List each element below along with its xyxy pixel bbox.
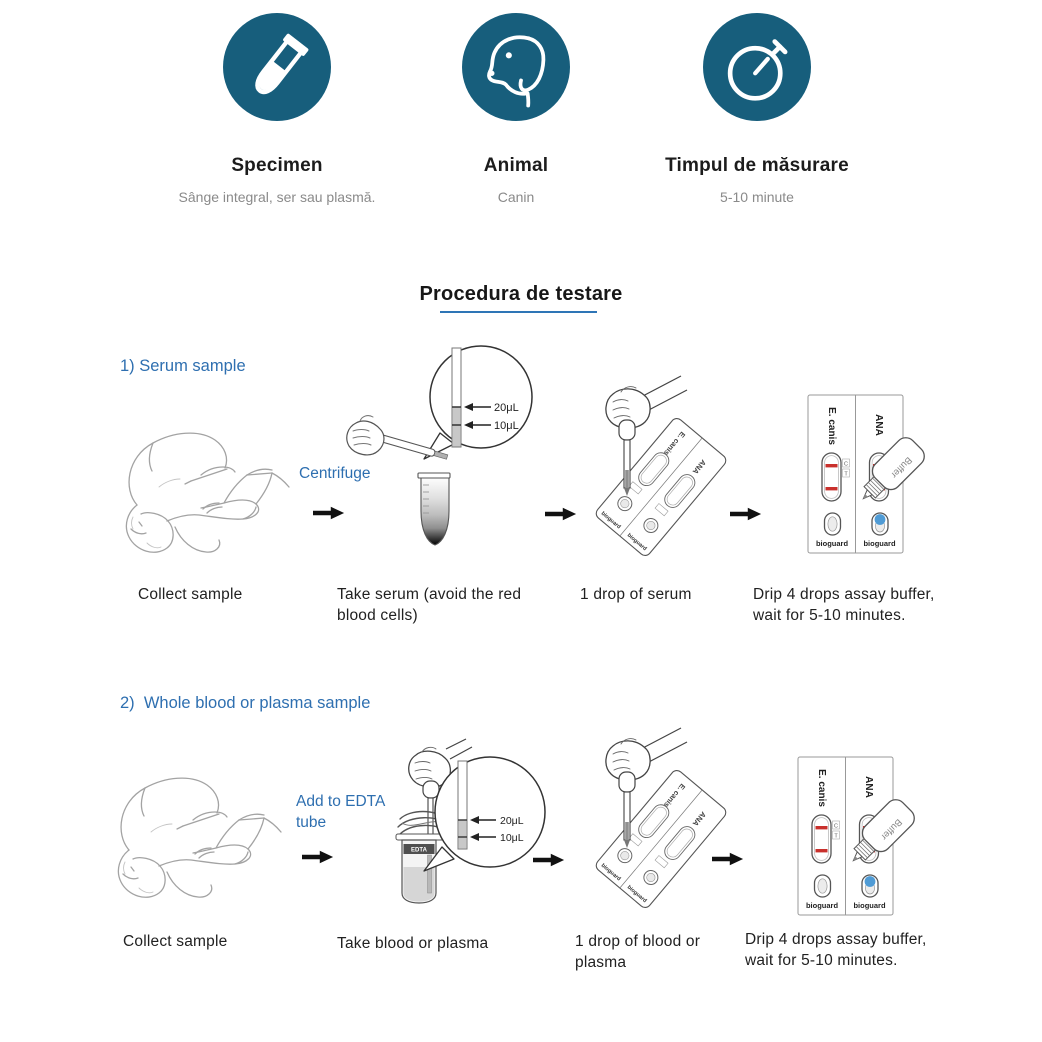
step-caption: Drip 4 drops assay buffer, wait for 5-10 minutes. <box>745 931 927 970</box>
step-arrow <box>533 852 565 868</box>
drop-serum-illustration <box>575 360 735 575</box>
feature-title: Timpul de măsurare <box>665 155 849 176</box>
feature-title: Animal <box>483 155 549 176</box>
title-underline <box>440 311 597 313</box>
feature-title: Specimen <box>231 155 323 176</box>
step-caption: Take serum (avoid the red blood cells) <box>337 586 522 625</box>
feature-subtitle: 5-10 minute <box>720 189 794 205</box>
drop-blood-illustration <box>575 712 735 927</box>
buffer-result-illustration <box>790 747 925 922</box>
take-blood-illustration <box>390 735 590 915</box>
procedure-title: Procedura de testare <box>419 283 623 305</box>
section-2-label: 2) Whole blood or plasma sample <box>120 694 371 712</box>
collect-sample-illustration <box>103 413 298 583</box>
feature-time <box>627 13 887 205</box>
buffer-result-illustration <box>800 385 935 560</box>
feature-subtitle: Sânge integral, ser sau plasmă. <box>178 189 376 205</box>
section-1-label: 1) Serum sample <box>120 357 246 375</box>
collect-sample-illustration <box>95 758 290 928</box>
step-arrow <box>730 506 762 522</box>
step-caption: 1 drop of blood or plasma <box>575 933 701 972</box>
step-caption: Collect sample <box>123 933 228 950</box>
step-arrow <box>302 849 334 865</box>
step-caption: Collect sample <box>138 586 243 603</box>
feature-subtitle: Canin <box>497 189 535 205</box>
edta-annotation: Add to EDTA tube <box>296 793 385 831</box>
step-arrow <box>545 506 577 522</box>
feature-animal <box>396 13 636 205</box>
centrifuge-annotation: Centrifuge <box>299 465 371 482</box>
feature-specimen <box>157 13 397 205</box>
test-tube-icon <box>223 13 331 121</box>
stopwatch-icon <box>703 13 811 121</box>
take-serum-illustration <box>340 345 540 560</box>
step-caption: Drip 4 drops assay buffer, wait for 5-10 minutes. <box>753 586 935 625</box>
step-caption: 1 drop of serum <box>580 586 692 603</box>
step-arrow <box>712 851 744 867</box>
step-caption: Take blood or plasma <box>337 935 489 952</box>
dog-icon <box>462 13 570 121</box>
